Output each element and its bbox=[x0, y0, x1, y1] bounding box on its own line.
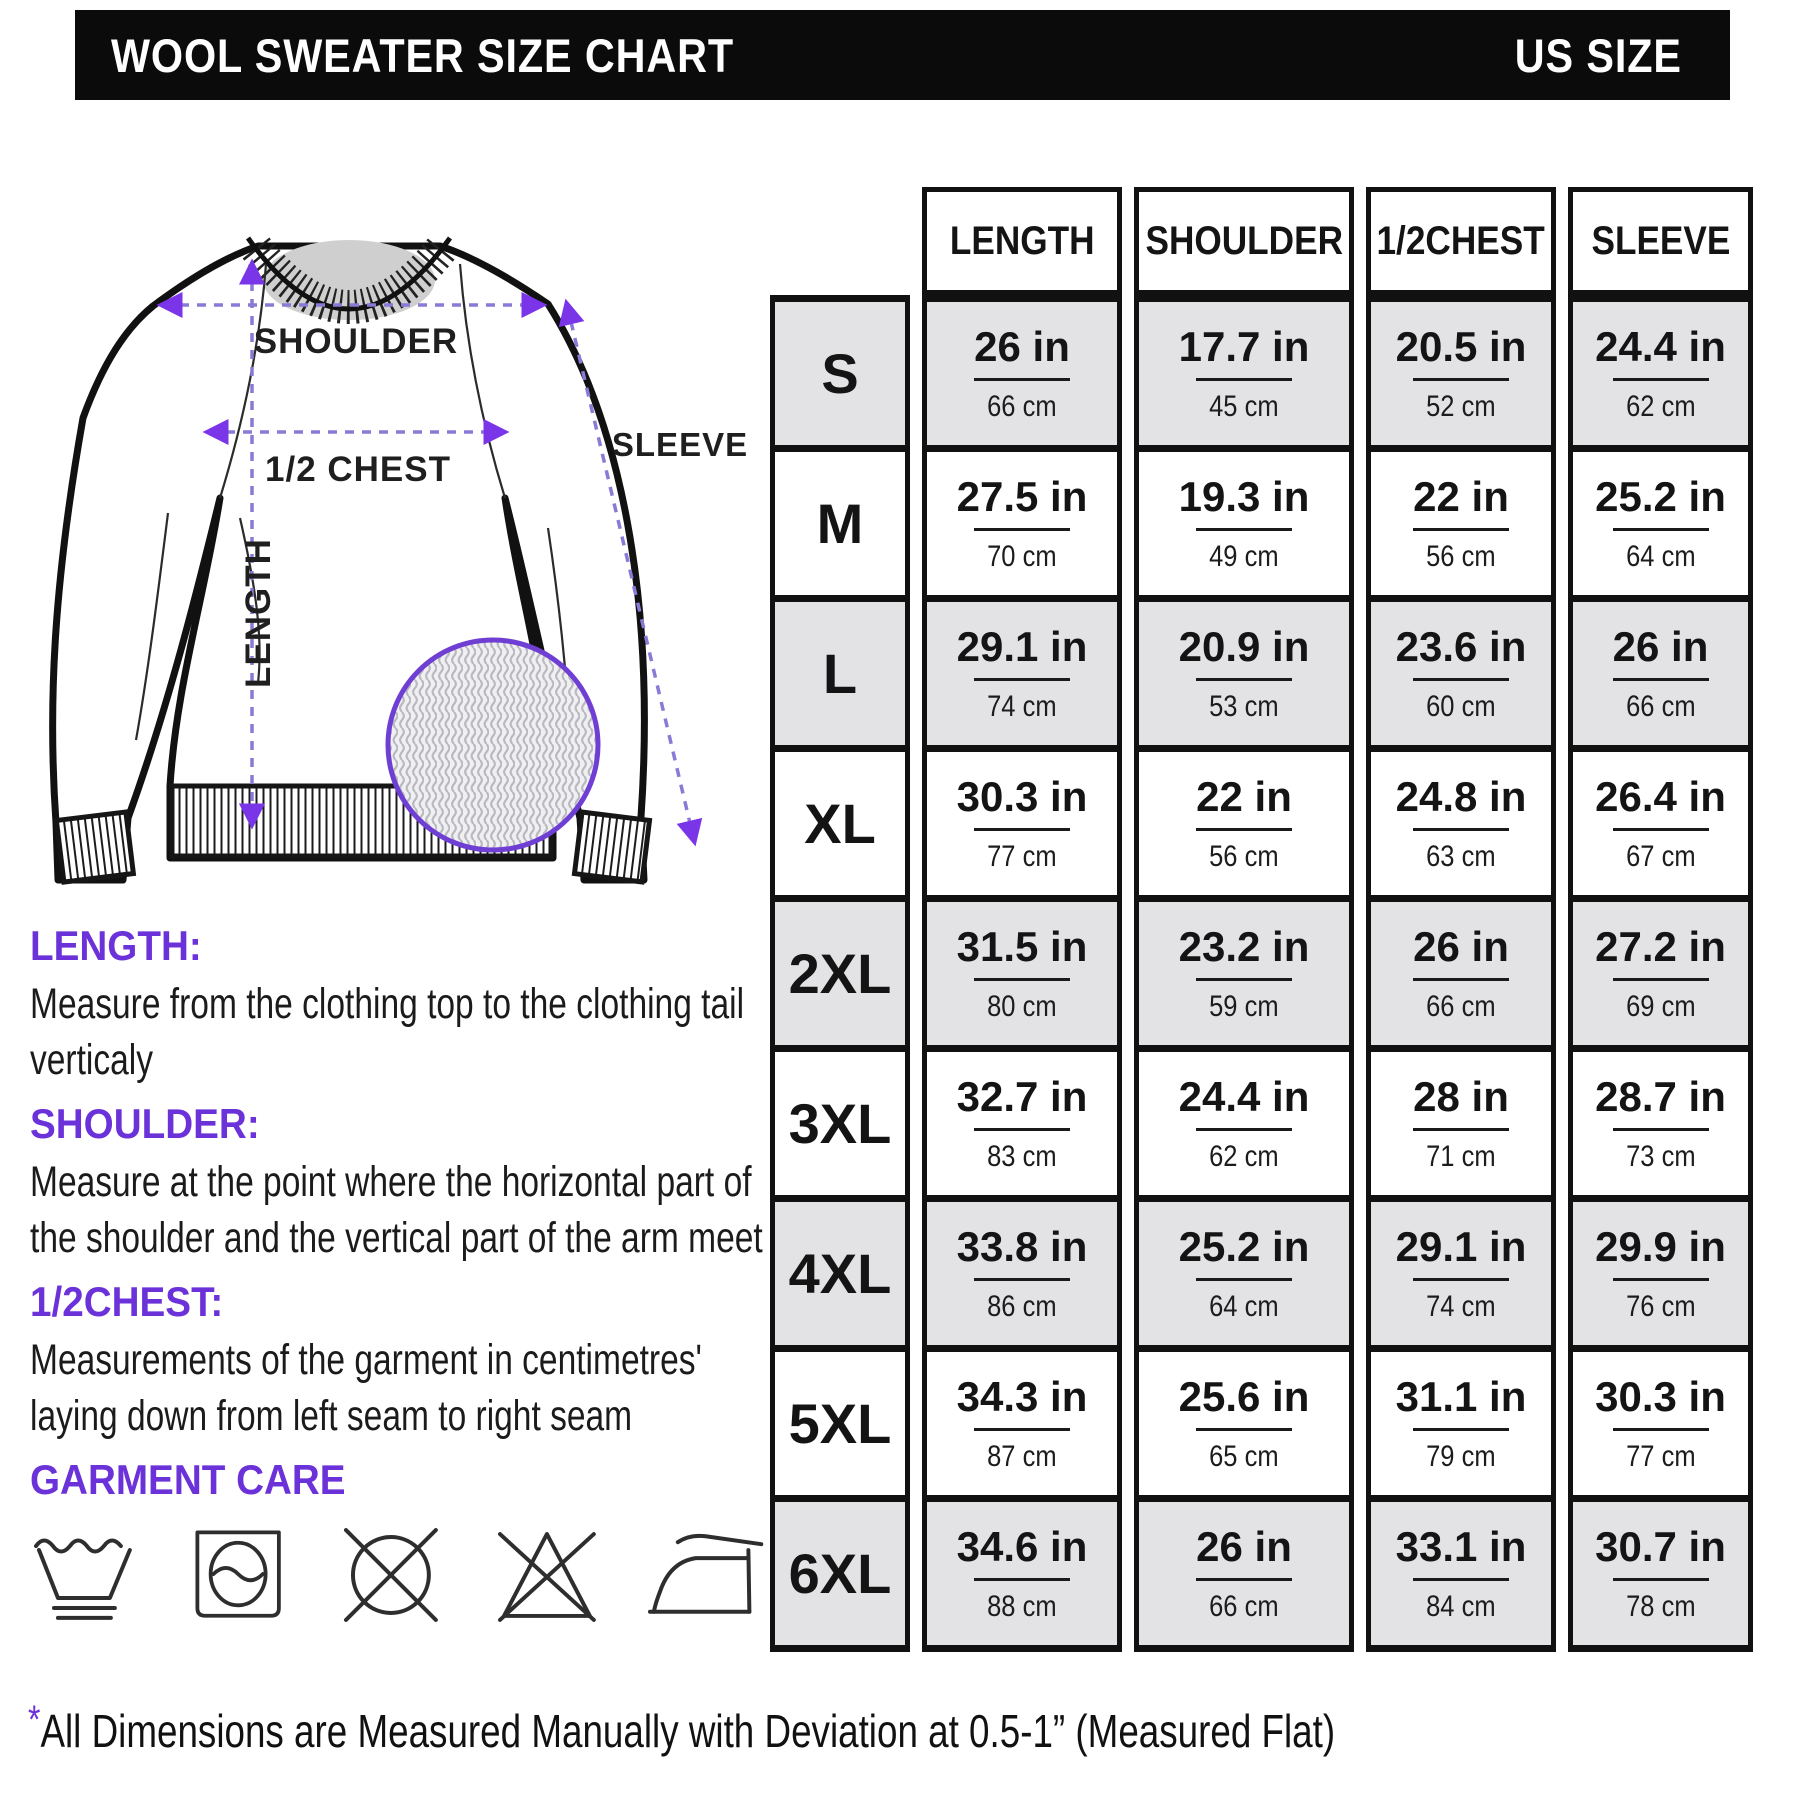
inches-value: 22 in bbox=[1196, 773, 1292, 820]
inches-value: 27.2 in bbox=[1595, 923, 1726, 970]
inches-value: 24.4 in bbox=[1595, 323, 1726, 370]
value-divider bbox=[1613, 1128, 1709, 1131]
measurement-cell bbox=[1134, 295, 1354, 445]
value-divider bbox=[1413, 1578, 1509, 1581]
inches-value: 30.7 in bbox=[1595, 1523, 1726, 1570]
value-divider bbox=[1613, 828, 1709, 831]
inches-value: 22 in bbox=[1413, 473, 1509, 520]
inches-value: 31.5 in bbox=[956, 923, 1088, 970]
value-divider bbox=[1413, 1278, 1509, 1281]
value-divider bbox=[1613, 978, 1709, 981]
measurement-cell bbox=[922, 595, 1122, 745]
measurement-cell bbox=[1366, 1195, 1556, 1345]
inches-value: 33.1 in bbox=[1395, 1523, 1527, 1570]
value-divider bbox=[1196, 1578, 1292, 1581]
measurement-cell bbox=[1134, 745, 1354, 895]
value-divider bbox=[974, 828, 1070, 831]
centimeters-value: 62 cm bbox=[1209, 1140, 1279, 1173]
page-title: WOOL SWEATER SIZE CHART bbox=[111, 28, 735, 82]
inches-value: 24.4 in bbox=[1178, 1073, 1310, 1120]
centimeters-value: 67 cm bbox=[1625, 840, 1696, 873]
measurement-cell bbox=[1366, 745, 1556, 895]
size-label: S bbox=[770, 295, 910, 445]
measurement-cell bbox=[1366, 1495, 1556, 1652]
inches-value: 24.8 in bbox=[1395, 773, 1527, 820]
size-label: 2XL bbox=[770, 895, 910, 1045]
column-header-label: LENGTH bbox=[949, 218, 1095, 263]
size-label: 4XL bbox=[770, 1195, 910, 1345]
length-diagram-label: LENGTH bbox=[239, 538, 278, 688]
measurement-cell bbox=[1568, 745, 1753, 895]
length-section-body: Measure from the clothing top to the clothing tail verticaly bbox=[30, 980, 745, 1084]
size-label: XL bbox=[770, 745, 910, 895]
centimeters-value: 66 cm bbox=[987, 390, 1057, 423]
machine-wash-icon bbox=[186, 1520, 290, 1630]
column-header-length bbox=[922, 187, 1122, 295]
inches-value: 20.9 in bbox=[1178, 623, 1310, 670]
centimeters-value: 53 cm bbox=[1209, 690, 1279, 723]
do-not-dry-clean-icon bbox=[336, 1520, 446, 1630]
measurement-cell bbox=[1568, 445, 1753, 595]
value-divider bbox=[1613, 678, 1709, 681]
centimeters-value: 60 cm bbox=[1426, 690, 1496, 723]
value-divider bbox=[974, 528, 1070, 531]
inches-value: 26 in bbox=[1413, 923, 1509, 970]
measurement-cell bbox=[1366, 595, 1556, 745]
centimeters-value: 86 cm bbox=[987, 1290, 1057, 1323]
half-chest-section-heading: 1/2CHEST: bbox=[30, 1278, 224, 1325]
column-header-half-chest bbox=[1366, 187, 1556, 295]
value-divider bbox=[1196, 828, 1292, 831]
centimeters-value: 74 cm bbox=[1426, 1290, 1496, 1323]
inches-value: 26 in bbox=[1612, 623, 1709, 670]
value-divider bbox=[1413, 828, 1509, 831]
measurement-cell bbox=[922, 1045, 1122, 1195]
value-divider bbox=[1196, 1128, 1292, 1131]
inches-value: 25.2 in bbox=[1178, 1223, 1310, 1270]
measurement-cell bbox=[922, 745, 1122, 895]
size-label: L bbox=[770, 595, 910, 745]
inches-value: 26 in bbox=[974, 323, 1070, 370]
measurement-cell bbox=[1134, 1045, 1354, 1195]
centimeters-value: 66 cm bbox=[1209, 1590, 1279, 1623]
do-not-bleach-icon bbox=[492, 1520, 602, 1630]
length-section-heading: LENGTH: bbox=[30, 922, 202, 969]
measurement-cell bbox=[922, 895, 1122, 1045]
footnote-asterisk: * bbox=[28, 1698, 41, 1742]
value-divider bbox=[1613, 378, 1709, 381]
inches-value: 33.8 in bbox=[956, 1223, 1088, 1270]
size-standard-label: US SIZE bbox=[1514, 28, 1682, 82]
value-divider bbox=[1413, 1428, 1509, 1431]
column-header-label: SLEEVE bbox=[1591, 218, 1730, 263]
inches-value: 34.6 in bbox=[956, 1523, 1088, 1570]
centimeters-value: 87 cm bbox=[987, 1440, 1057, 1473]
size-table bbox=[770, 187, 1753, 1652]
centimeters-value: 69 cm bbox=[1625, 990, 1696, 1023]
measurement-cell bbox=[1568, 1045, 1753, 1195]
measurement-cell bbox=[1568, 1345, 1753, 1495]
value-divider bbox=[1413, 378, 1509, 381]
inches-value: 29.9 in bbox=[1595, 1223, 1726, 1270]
centimeters-value: 62 cm bbox=[1625, 390, 1696, 423]
measurement-descriptions bbox=[30, 922, 765, 1630]
inches-value: 34.3 in bbox=[956, 1373, 1088, 1420]
size-label: M bbox=[770, 445, 910, 595]
measurement-cell bbox=[1134, 445, 1354, 595]
column-header-sleeve bbox=[1568, 187, 1753, 295]
centimeters-value: 73 cm bbox=[1625, 1140, 1696, 1173]
value-divider bbox=[974, 1278, 1070, 1281]
measurement-cell bbox=[1568, 595, 1753, 745]
value-divider bbox=[1613, 1428, 1709, 1431]
measurement-cell bbox=[1568, 1195, 1753, 1345]
centimeters-value: 76 cm bbox=[1625, 1290, 1696, 1323]
centimeters-value: 71 cm bbox=[1426, 1140, 1496, 1173]
centimeters-value: 63 cm bbox=[1426, 840, 1496, 873]
value-divider bbox=[1413, 678, 1509, 681]
half-chest-diagram-label: 1/2 CHEST bbox=[265, 450, 451, 489]
inches-value: 19.3 in bbox=[1178, 473, 1310, 520]
column-header-shoulder bbox=[1134, 187, 1354, 295]
value-divider bbox=[1196, 678, 1292, 681]
value-divider bbox=[974, 1428, 1070, 1431]
footnote-text: All Dimensions are Measured Manually with Deviation at 0.5-1” (Measured Flat) bbox=[40, 1705, 1336, 1757]
centimeters-value: 88 cm bbox=[987, 1590, 1057, 1623]
centimeters-value: 78 cm bbox=[1625, 1590, 1696, 1623]
centimeters-value: 66 cm bbox=[1625, 690, 1696, 723]
inches-value: 20.5 in bbox=[1395, 323, 1527, 370]
column-header-label: 1/2CHEST bbox=[1376, 218, 1546, 263]
inches-value: 29.1 in bbox=[1395, 1223, 1527, 1270]
iron-icon bbox=[648, 1520, 765, 1630]
value-divider bbox=[1196, 1278, 1292, 1281]
value-divider bbox=[1413, 528, 1509, 531]
measurement-cell bbox=[1568, 295, 1753, 445]
centimeters-value: 59 cm bbox=[1209, 990, 1279, 1023]
centimeters-value: 83 cm bbox=[987, 1140, 1057, 1173]
inches-value: 27.5 in bbox=[956, 473, 1088, 520]
value-divider bbox=[974, 1578, 1070, 1581]
inches-value: 32.7 in bbox=[956, 1073, 1088, 1120]
inches-value: 28.7 in bbox=[1595, 1073, 1726, 1120]
shoulder-section-heading: SHOULDER: bbox=[30, 1100, 260, 1147]
measurement-cell bbox=[922, 1345, 1122, 1495]
centimeters-value: 64 cm bbox=[1209, 1290, 1279, 1323]
value-divider bbox=[1413, 978, 1509, 981]
centimeters-value: 77 cm bbox=[987, 840, 1057, 873]
inches-value: 26.4 in bbox=[1595, 773, 1726, 820]
value-divider bbox=[1196, 528, 1292, 531]
measurement-cell bbox=[1366, 1345, 1556, 1495]
value-divider bbox=[974, 678, 1070, 681]
inches-value: 25.6 in bbox=[1178, 1373, 1310, 1420]
footnote bbox=[28, 1698, 1335, 1758]
inches-value: 29.1 in bbox=[956, 623, 1088, 670]
centimeters-value: 52 cm bbox=[1426, 390, 1496, 423]
table-corner-spacer bbox=[770, 187, 910, 295]
value-divider bbox=[1613, 528, 1709, 531]
garment-care-heading: GARMENT CARE bbox=[30, 1456, 346, 1503]
sweater-illustration bbox=[8, 168, 766, 896]
measurement-cell bbox=[1134, 595, 1354, 745]
measurement-cell bbox=[1134, 1495, 1354, 1652]
centimeters-value: 77 cm bbox=[1625, 1440, 1696, 1473]
fabric-magnifier bbox=[388, 640, 598, 850]
inches-value: 23.2 in bbox=[1178, 923, 1310, 970]
sleeve-diagram-label: SLEEVE bbox=[611, 426, 749, 463]
garment-care-icons bbox=[30, 1520, 765, 1630]
measurement-cell bbox=[1134, 1345, 1354, 1495]
measurement-cell bbox=[922, 1495, 1122, 1652]
measurement-cell bbox=[1366, 295, 1556, 445]
centimeters-value: 84 cm bbox=[1426, 1590, 1496, 1623]
measurement-cell bbox=[1134, 895, 1354, 1045]
size-label: 3XL bbox=[770, 1045, 910, 1195]
centimeters-value: 70 cm bbox=[987, 540, 1057, 573]
size-label: 6XL bbox=[770, 1495, 910, 1652]
centimeters-value: 64 cm bbox=[1625, 540, 1696, 573]
inches-value: 23.6 in bbox=[1395, 623, 1527, 670]
right-cuff-ribbing bbox=[574, 812, 649, 882]
header-bar bbox=[75, 10, 1730, 100]
measurement-cell bbox=[1134, 1195, 1354, 1345]
measurement-cell bbox=[1568, 1495, 1753, 1652]
half-chest-section-body: Measurements of the garment in centimetres' laying down from left seam to right seam bbox=[30, 1336, 702, 1440]
value-divider bbox=[1196, 378, 1292, 381]
inches-value: 26 in bbox=[1196, 1523, 1292, 1570]
sweater-measurement-diagram bbox=[8, 168, 766, 896]
inches-value: 31.1 in bbox=[1395, 1373, 1527, 1420]
value-divider bbox=[1613, 1278, 1709, 1281]
value-divider bbox=[1196, 1428, 1292, 1431]
centimeters-value: 74 cm bbox=[987, 690, 1057, 723]
shoulder-section-body: Measure at the point where the horizontal part of the shoulder and the vertical part of the arm meet bbox=[30, 1158, 763, 1262]
value-divider bbox=[1196, 978, 1292, 981]
inches-value: 17.7 in bbox=[1178, 323, 1310, 370]
measurement-cell bbox=[922, 295, 1122, 445]
gentle-wash-icon bbox=[30, 1520, 140, 1630]
centimeters-value: 66 cm bbox=[1426, 990, 1496, 1023]
measurement-cell bbox=[922, 445, 1122, 595]
value-divider bbox=[974, 378, 1070, 381]
centimeters-value: 49 cm bbox=[1209, 540, 1279, 573]
centimeters-value: 56 cm bbox=[1426, 540, 1496, 573]
size-label: 5XL bbox=[770, 1345, 910, 1495]
centimeters-value: 79 cm bbox=[1426, 1440, 1496, 1473]
centimeters-value: 80 cm bbox=[987, 990, 1057, 1023]
measurement-cell bbox=[1366, 895, 1556, 1045]
inches-value: 30.3 in bbox=[1595, 1373, 1726, 1420]
centimeters-value: 45 cm bbox=[1209, 390, 1279, 423]
value-divider bbox=[974, 1128, 1070, 1131]
centimeters-value: 56 cm bbox=[1209, 840, 1279, 873]
inches-value: 30.3 in bbox=[956, 773, 1088, 820]
measurement-cell bbox=[1366, 445, 1556, 595]
inches-value: 25.2 in bbox=[1595, 473, 1726, 520]
measurement-cell bbox=[1568, 895, 1753, 1045]
shoulder-diagram-label: SHOULDER bbox=[253, 322, 459, 361]
measurement-cell bbox=[922, 1195, 1122, 1345]
column-header-label: SHOULDER bbox=[1145, 218, 1343, 263]
inches-value: 28 in bbox=[1413, 1073, 1509, 1120]
value-divider bbox=[1413, 1128, 1509, 1131]
left-cuff-ribbing bbox=[56, 812, 133, 882]
centimeters-value: 65 cm bbox=[1209, 1440, 1279, 1473]
value-divider bbox=[1613, 1578, 1709, 1581]
value-divider bbox=[974, 978, 1070, 981]
measurement-cell bbox=[1366, 1045, 1556, 1195]
